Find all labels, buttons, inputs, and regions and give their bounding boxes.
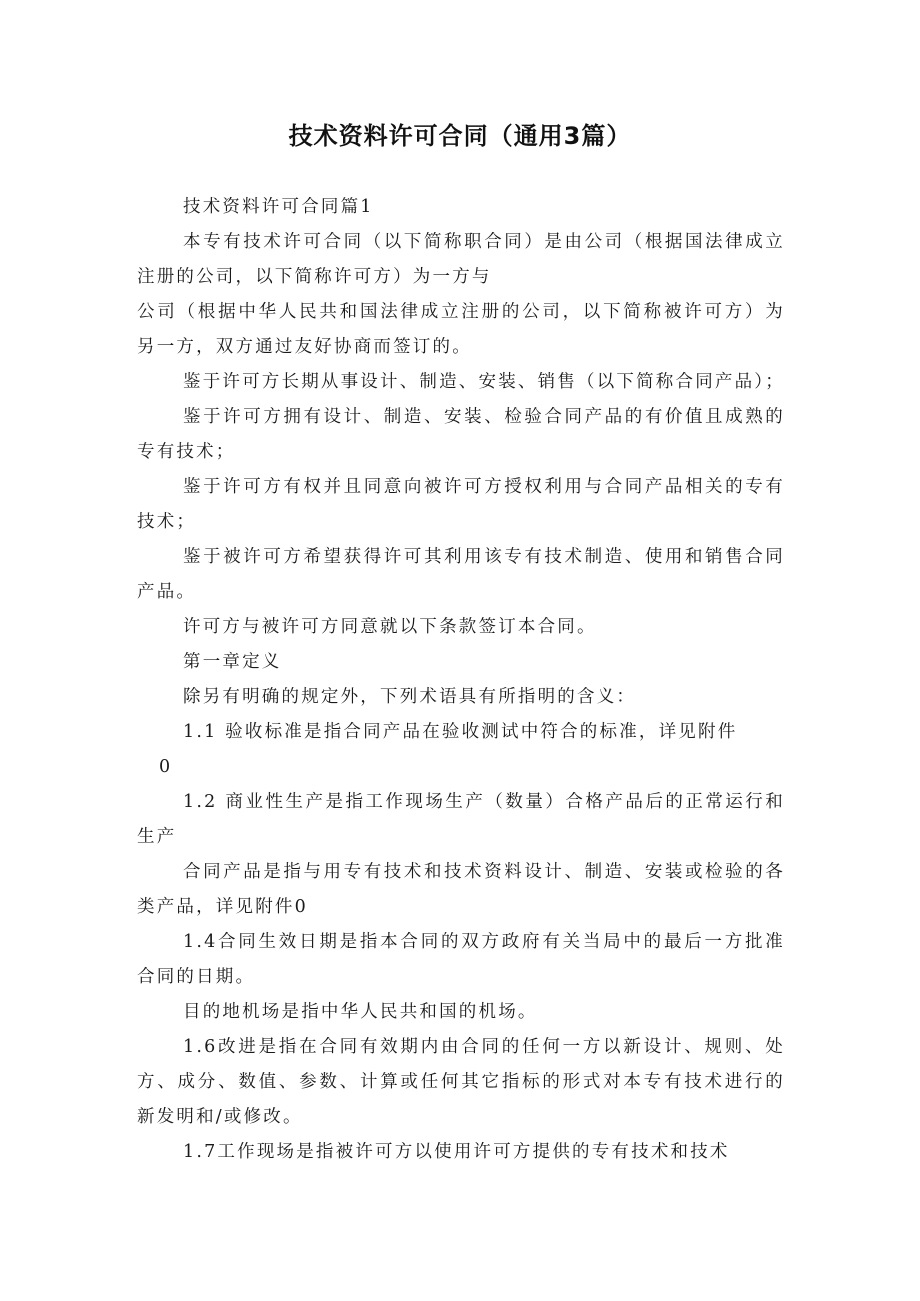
document-body: [137, 190, 785, 1170]
paragraph: 合同产品是指与用专有技术和技术资料设计、制造、安装或检验的各类产品，详见附件0: [137, 862, 785, 917]
clause-1-7: 1.7工作现场是指被许可方以使用许可方提供的专有技术和技术: [183, 1142, 730, 1162]
clause-1-1-continuation: 0: [159, 757, 173, 777]
clause-1-6: 1.6改进是指在合同有效期内由合同的任何一方以新设计、规则、处方、成分、数值、参数、计算或任何其它指标的形式对本专有技术进行的新发明和/或修改。: [137, 1037, 785, 1127]
paragraph: 本专有技术许可合同（以下简称职合同）是由公司（根据国法律成立注册的公司，以下简称许可方）为一方与: [137, 232, 785, 287]
paragraph: 许可方与被许可方同意就以下条款签订本合同。: [183, 617, 597, 637]
clause-1-2: 1.2 商业性生产是指工作现场生产（数量）合格产品后的正常运行和生产: [137, 792, 785, 847]
paragraph: 目的地机场是指中华人民共和国的机场。: [183, 1002, 538, 1022]
document-title: 技术资料许可合同（通用3篇）: [288, 122, 632, 150]
paragraph: 鉴于许可方有权并且同意向被许可方授权利用与合同产品相关的专有技术；: [137, 477, 785, 532]
paragraph: 公司（根据中华人民共和国法律成立注册的公司，以下简称被许可方）为另一方，双方通过友好协商而签订的。: [137, 302, 785, 357]
paragraph: 鉴于许可方长期从事设计、制造、安装、销售（以下简称合同产品）；: [183, 372, 785, 392]
paragraph: 鉴于被许可方希望获得许可其利用该专有技术制造、使用和销售合同产品。: [137, 547, 785, 602]
section-heading: 技术资料许可合同篇1: [183, 197, 374, 217]
clause-1-4: 1.4合同生效日期是指本合同的双方政府有关当局中的最后一方批准合同的日期。: [137, 932, 785, 987]
paragraph: 除另有明确的规定外，下列术语具有所指明的含义：: [183, 687, 637, 707]
clause-1-1: 1.1 验收标准是指合同产品在验收测试中符合的标准，详见附件: [183, 722, 738, 742]
chapter-heading: 第一章定义: [183, 652, 282, 672]
paragraph: 鉴于许可方拥有设计、制造、安装、检验合同产品的有价值且成熟的专有技术；: [137, 407, 785, 462]
